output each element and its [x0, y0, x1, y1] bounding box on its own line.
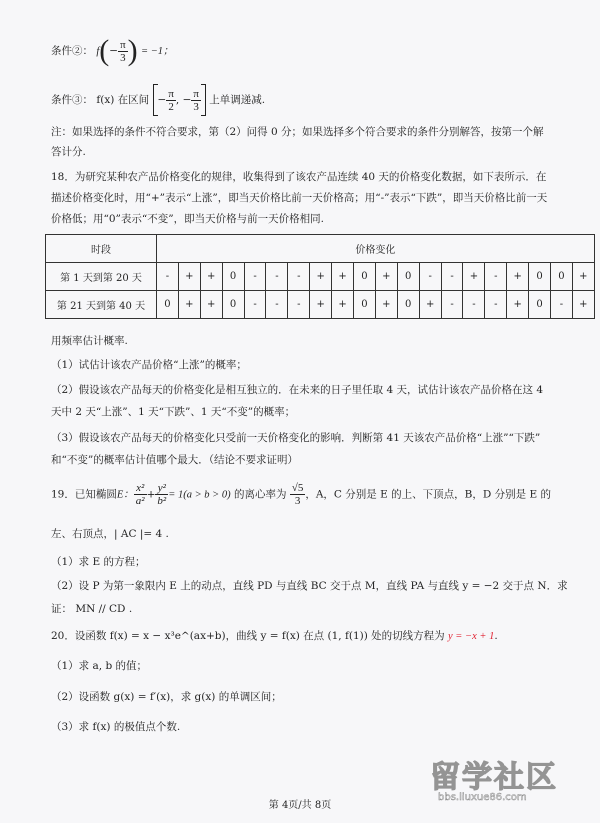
table-cell: + — [332, 291, 354, 319]
table-cell: + — [507, 263, 529, 291]
table-cell: - — [441, 263, 463, 291]
header-price-change: 价格变化 — [157, 235, 595, 263]
table-cell: - — [441, 291, 463, 319]
table-cell: + — [419, 291, 441, 319]
table-cell: - — [288, 291, 310, 319]
note-line-2: 答计分. — [51, 146, 86, 158]
price-change-table — [45, 234, 595, 319]
q20-sub-1: （1）求 a, b 的值； — [51, 660, 148, 672]
q19-line-2: 左、右顶点，| AC |= 4 . — [51, 528, 169, 540]
q19-sub-2b: 证： MN // CD . — [51, 603, 133, 615]
table-cell: 0 — [222, 263, 244, 291]
table-cell: + — [375, 291, 397, 319]
table-cell: + — [200, 291, 222, 319]
table-cell: 0 — [551, 263, 573, 291]
q18-line-3: 价格低；用“0”表示“不变”，即当天价格与前一天价格相同. — [51, 213, 324, 225]
q20-line-1: 20．设函数 f(x) = x − x³e^(ax+b)，曲线 y = f(x) 在点 (1, f(1)) 处的切线方程为 y = −x + 1. — [51, 630, 498, 642]
condition-3: 条件③： f(x) 在区间 − $\frac{\pi}{2}$ , − $\frac{\pi}{3}$ 上单调递减. — [51, 84, 265, 116]
table-cell: - — [485, 291, 507, 319]
q18-after-table: 用频率估计概率. — [51, 335, 128, 347]
table-cell: - — [419, 263, 441, 291]
table-cell: 0 — [397, 291, 419, 319]
q18-sub-2a: （2）假设该农产品每天的价格变化是相互独立的．在未来的日子里任取 4 天，试估计该农产品价格在这 4 — [51, 384, 544, 396]
q18-line-2: 描述价格变化时，用“+”表示“上涨”，即当天价格比前一天价格高；用“-”表示“下跌”，即当天价格比前一天 — [51, 192, 548, 204]
table-cell: 0 — [354, 263, 376, 291]
table-cell: + — [572, 263, 594, 291]
q18-sub-3a: （3）假设该农产品每天的价格变化只受前一天价格变化的影响．判断第 41 天该农产品价格“上涨”“下跌” — [51, 432, 541, 444]
table-cell: - — [463, 291, 485, 319]
note-line-1: 注：如果选择的条件不符合要求，第（2）问得 0 分；如果选择多个符合要求的条件分别解答，按第一个解 — [51, 126, 544, 138]
table-row — [46, 291, 595, 319]
header-period: 时段 — [46, 235, 157, 263]
q18-sub-2b: 天中 2 天“上涨”、1 天“下跌”、1 天“不变”的概率； — [51, 406, 296, 418]
table-cell: 0 — [222, 291, 244, 319]
row-label-2: 第 21 天到第 40 天 — [46, 291, 157, 319]
q20-sub-2: （2）设函数 g(x) = f′(x)，求 g(x) 的单调区间； — [51, 691, 282, 703]
table-row — [46, 263, 595, 291]
watermark-logo: 留学社区 bbs.liuxue86.com — [430, 760, 558, 803]
q19-sub-1: （1）求 E 的方程； — [51, 556, 146, 568]
table-cell: + — [200, 263, 222, 291]
table-cell: + — [332, 263, 354, 291]
table-cell: - — [244, 291, 266, 319]
table-cell: 0 — [529, 291, 551, 319]
table-cell: + — [507, 291, 529, 319]
table-cell: + — [178, 291, 200, 319]
table-cell: + — [178, 263, 200, 291]
q20-sub-3: （3）求 f(x) 的极值点个数. — [51, 721, 181, 733]
table-cell: 0 — [529, 263, 551, 291]
table-cell: - — [485, 263, 507, 291]
q19-line-1: 19．已知椭圆E： $\frac{\text{x²}}{\text{a²}}$ + $\frac{\text{y²}}{\text{b²}}$ = 1(a > b > 0) 的离心率为 $\frac{√5}{3}$ ，A，C 分别是 E 的上、下顶点，B，D 分别是 E 的 — [51, 482, 551, 507]
table-cell: 0 — [157, 291, 179, 319]
table-cell: + — [375, 263, 397, 291]
tangent-line-equation: y = −x + 1 — [448, 631, 495, 642]
q19-sub-2a: （2）设 P 为第一象限内 E 上的动点，直线 PD 与直线 BC 交于点 M，直线 PA 与直线 y = −2 交于点 N．求 — [51, 580, 568, 592]
table-cell: - — [288, 263, 310, 291]
table-cell: - — [266, 263, 288, 291]
table-cell: + — [310, 291, 332, 319]
table-cell: - — [157, 263, 179, 291]
q18-sub-3b: 和“不变”的概率估计值哪个最大．（结论不要求证明） — [51, 454, 298, 466]
table-cell: + — [572, 291, 594, 319]
page-number: 第 4页/共 8页 — [268, 800, 332, 811]
table-cell: 0 — [354, 291, 376, 319]
condition-2: 条件②： f(− $\frac{\pi}{3}$ ) = −1； — [51, 34, 174, 67]
q18-line-1: 18．为研究某种农产品价格变化的规律，收集得到了该农产品连续 40 天的价格变化数据，如下表所示．在 — [51, 171, 547, 183]
table-cell: - — [551, 291, 573, 319]
q18-sub-1: （1）试估计该农产品价格“上涨”的概率； — [51, 359, 247, 371]
table-cell: 0 — [397, 263, 419, 291]
table-cell: + — [463, 263, 485, 291]
table-cell: + — [310, 263, 332, 291]
table-cell: - — [266, 291, 288, 319]
row-label-1: 第 1 天到第 20 天 — [46, 263, 157, 291]
table-cell: - — [244, 263, 266, 291]
table-header-row — [46, 235, 595, 263]
